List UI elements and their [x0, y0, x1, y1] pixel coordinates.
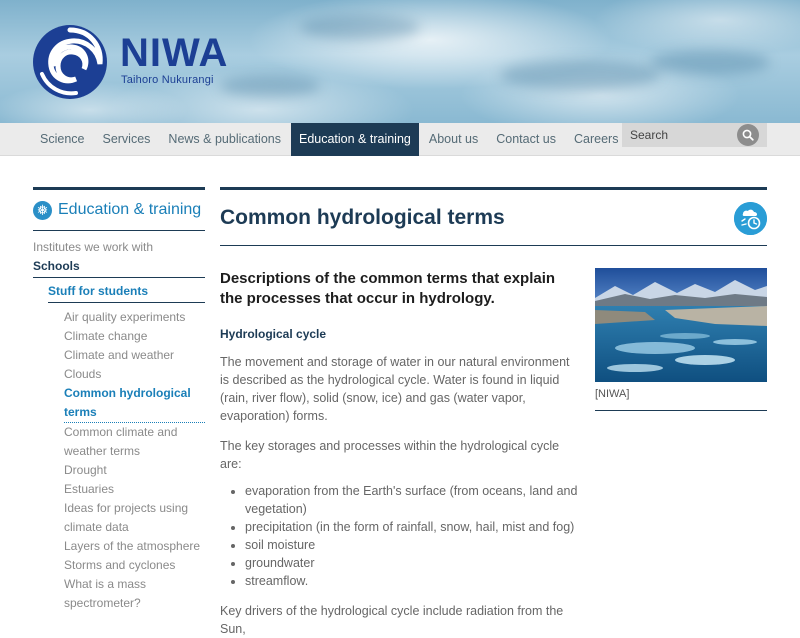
- list-item: • evaporation from the Earth's surface (from oceans, land and vegetation): [245, 482, 578, 518]
- sidebar-header: [33, 187, 205, 231]
- river-photo[interactable]: [595, 268, 767, 382]
- brand-name[interactable]: NIWA: [120, 31, 229, 75]
- sidebar-item-climate-weather-terms[interactable]: Common climate and weather terms: [64, 425, 178, 458]
- niwa-logo-icon[interactable]: [32, 24, 108, 100]
- nav-item-science[interactable]: Science: [40, 132, 85, 146]
- brand-tagline: Taihoro Nukurangi: [121, 74, 214, 86]
- sidebar-item-mass-spectrometer[interactable]: What is a mass spectrometer?: [64, 577, 147, 610]
- sidebar-title[interactable]: Education & training: [58, 201, 202, 218]
- article-figure: [595, 268, 767, 411]
- search-button[interactable]: [737, 124, 759, 146]
- body-paragraph: The key storages and processes within the hydrological cycle are:: [220, 439, 560, 471]
- list-item: • precipitation (in the form of rainfall, snow, hail, mist and fog): [245, 518, 578, 536]
- nav-item-services[interactable]: Services: [102, 132, 151, 146]
- nav-item-news-publications[interactable]: News & publications: [168, 132, 281, 146]
- figure-caption: [NIWA]: [595, 382, 767, 411]
- page-title: Common hydrological terms: [220, 206, 505, 229]
- sidebar-sub-list: [64, 308, 205, 613]
- article-body: [220, 269, 578, 638]
- site-header: [0, 0, 800, 123]
- lead-paragraph: Descriptions of the common terms that explain the processes that occur in hydrology.: [220, 270, 556, 307]
- sidebar-item-climate-change[interactable]: Climate change: [64, 329, 148, 343]
- sidebar-item-estuaries[interactable]: Estuaries: [64, 482, 115, 496]
- sidebar-item-drought[interactable]: Drought: [64, 463, 107, 477]
- sidebar-item-storms-cyclones[interactable]: Storms and cyclones: [64, 558, 176, 572]
- sidebar-item-air-quality[interactable]: Air quality experiments: [64, 310, 186, 324]
- title-bar: [220, 187, 767, 246]
- section-heading: Hydrological cycle: [220, 327, 327, 341]
- sidebar-item-stuff-for-students[interactable]: Stuff for students: [48, 282, 205, 303]
- nav-item-about-us[interactable]: About us: [428, 132, 479, 146]
- sidebar-item-hydrological-terms[interactable]: Common hydrological terms: [64, 384, 205, 423]
- sidebar: [33, 187, 205, 613]
- sidebar-item-schools[interactable]: Schools: [33, 257, 205, 278]
- list-item: • soil moisture: [245, 536, 578, 554]
- sidebar-item-climate-weather[interactable]: Climate and weather: [64, 348, 175, 362]
- weather-clock-icon: [734, 202, 767, 235]
- process-list: [245, 482, 578, 590]
- list-item: • groundwater: [245, 554, 578, 572]
- sidebar-item-institutes[interactable]: Institutes we work with: [33, 240, 154, 254]
- sidebar-item-clouds[interactable]: Clouds: [64, 367, 102, 381]
- nav-item-careers[interactable]: Careers: [573, 132, 619, 146]
- search-icon: [742, 129, 754, 141]
- nav-item-education-training[interactable]: Education & training: [291, 123, 419, 156]
- body-paragraph: The movement and storage of water in our natural environment is described as the hydrological cycle. Water is found in liquid (rain, river flow), solid (snow, ice) and gas (water vapor, evaporation) forms.: [220, 355, 570, 423]
- search-box: [622, 123, 767, 147]
- main-content: [220, 187, 767, 636]
- sidebar-item-atmosphere-layers[interactable]: Layers of the atmosphere: [64, 539, 201, 553]
- body-paragraph: Key drivers of the hydrological cycle include radiation from the Sun,: [220, 604, 564, 636]
- list-item: • streamflow.: [245, 572, 578, 590]
- nav-item-contact-us[interactable]: Contact us: [496, 132, 556, 146]
- search-input[interactable]: [622, 123, 734, 147]
- snowflake-icon: ❅: [33, 201, 52, 220]
- sidebar-item-project-ideas[interactable]: Ideas for projects using climate data: [64, 501, 189, 534]
